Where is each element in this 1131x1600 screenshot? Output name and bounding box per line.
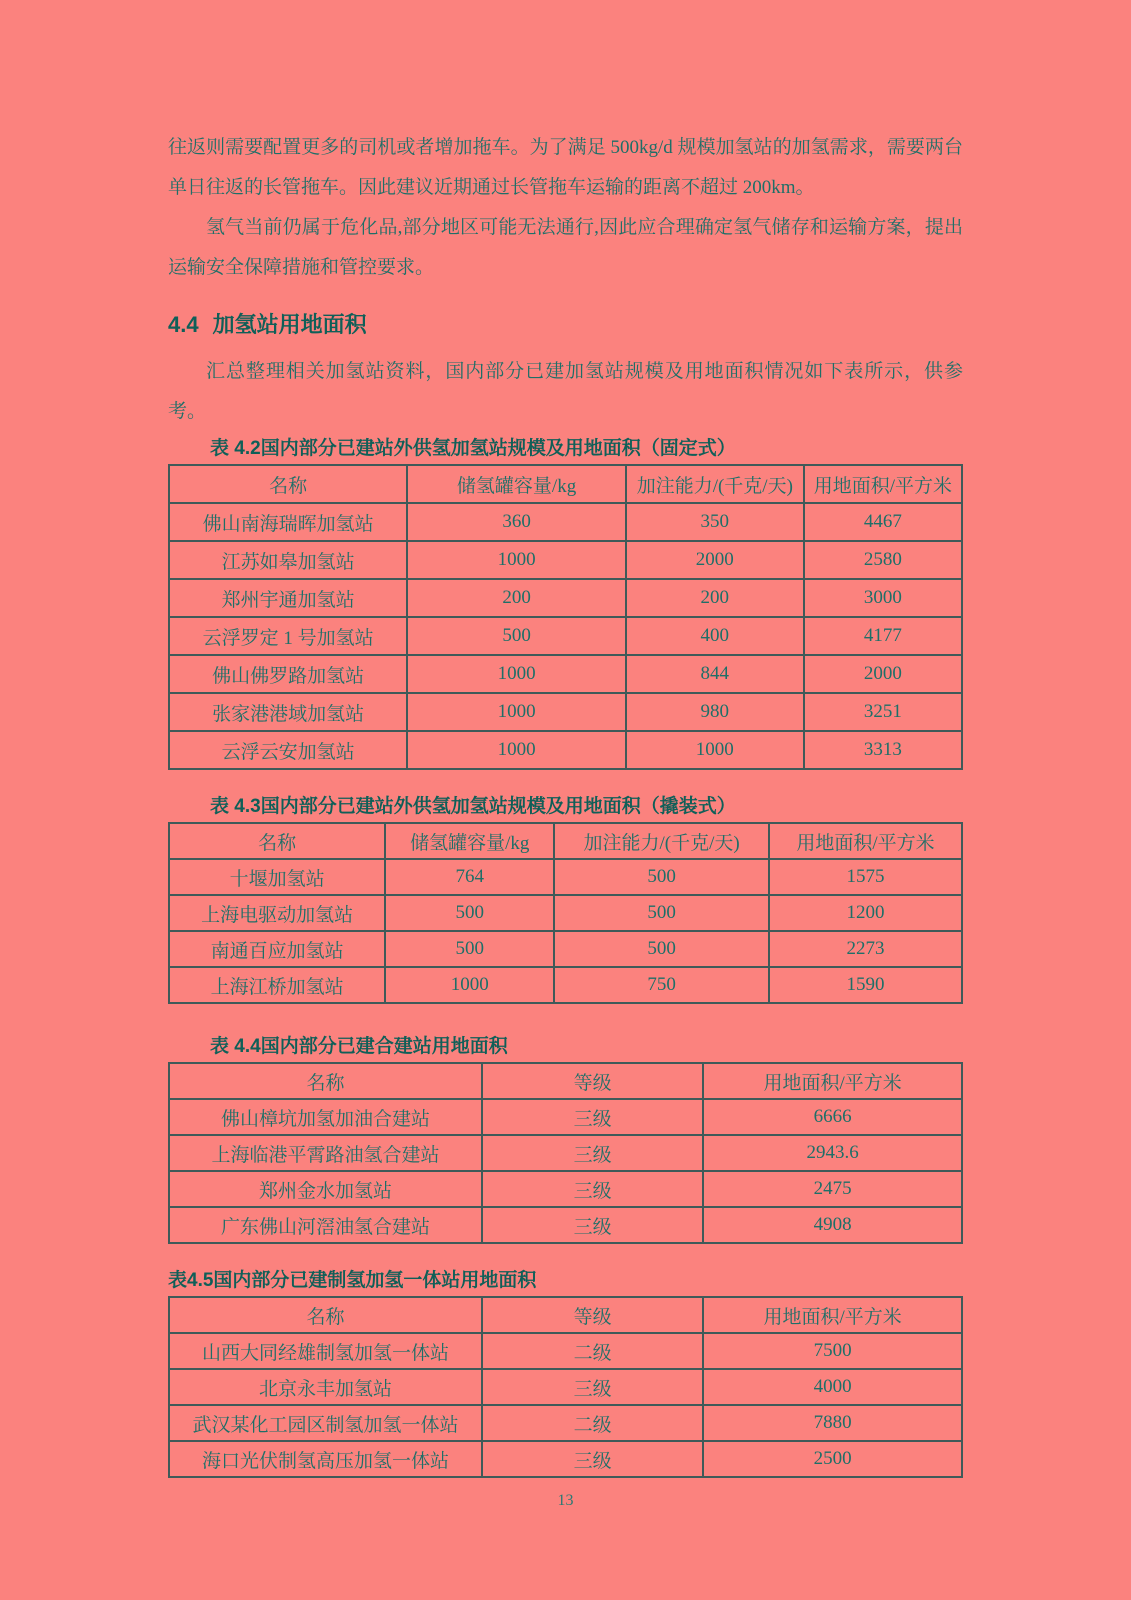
- table-label: 表4.5: [168, 1270, 214, 1291]
- table-cell: 1590: [769, 967, 962, 1003]
- table-cell: 350: [626, 503, 804, 541]
- table-label: 表 4.3: [210, 796, 261, 817]
- table-cell: 3251: [804, 693, 962, 731]
- table-cell: 二级: [482, 1333, 703, 1369]
- table-cell: 三级: [482, 1171, 703, 1207]
- table-cell: 2500: [703, 1441, 962, 1477]
- table-cell: 500: [554, 859, 769, 895]
- table-label: 表 4.2: [210, 438, 261, 459]
- table-cell: 500: [554, 895, 769, 931]
- table-row: [169, 579, 962, 617]
- table-cell: 佛山南海瑞晖加氢站: [169, 503, 407, 541]
- table-cell: 500: [554, 931, 769, 967]
- col-header: 名称: [169, 1297, 482, 1333]
- table-cell: 980: [626, 693, 804, 731]
- table-row: [169, 895, 962, 931]
- table-cell: 武汉某化工园区制氢加氢一体站: [169, 1405, 482, 1441]
- table-caption-4-5: [168, 1268, 963, 1294]
- table-cell: 上海临港平霄路油氢合建站: [169, 1135, 482, 1171]
- table-4-4: [168, 1062, 963, 1244]
- table-4-2: [168, 464, 963, 770]
- table-cell: 上海江桥加氢站: [169, 967, 385, 1003]
- table-cell: 北京永丰加氢站: [169, 1369, 482, 1405]
- table-cell: 广东佛山河滘油氢合建站: [169, 1207, 482, 1243]
- table-title: 国内部分已建站外供氢加氢站规模及用地面积（固定式）: [260, 438, 736, 459]
- table-cell: 764: [385, 859, 554, 895]
- table-cell: 1200: [769, 895, 962, 931]
- col-header: 用地面积/平方米: [703, 1063, 962, 1099]
- col-header: 加注能力/(千克/天): [626, 465, 804, 503]
- table-row: [169, 1405, 962, 1441]
- table-row: [169, 859, 962, 895]
- table-row: [169, 693, 962, 731]
- table-header-row: [169, 465, 962, 503]
- table-cell: 2000: [804, 655, 962, 693]
- table-cell: 上海电驱动加氢站: [169, 895, 385, 931]
- table-cell: 500: [385, 895, 554, 931]
- table-4-3: [168, 822, 963, 1004]
- table-header-row: [169, 1063, 962, 1099]
- table-cell: 三级: [482, 1441, 703, 1477]
- table-caption-4-3: [168, 794, 963, 820]
- table-row: [169, 1333, 962, 1369]
- table-caption-4-4: [168, 1034, 963, 1060]
- table-cell: 500: [385, 931, 554, 967]
- table-cell: 佛山樟坑加氢加油合建站: [169, 1099, 482, 1135]
- col-header: 储氢罐容量/kg: [407, 465, 626, 503]
- table-cell: 4000: [703, 1369, 962, 1405]
- table-cell: 三级: [482, 1135, 703, 1171]
- table-cell: 360: [407, 503, 626, 541]
- table-cell: 1000: [407, 731, 626, 769]
- paragraph-hazmat: 氢气当前仍属于危化品,部分地区可能无法通行,因此应合理确定氢气储存和运输方案，提出运输安全保障措施和管控要求。: [168, 217, 963, 278]
- table-cell: 南通百应加氢站: [169, 931, 385, 967]
- table-cell: 1000: [407, 693, 626, 731]
- table-cell: 7880: [703, 1405, 962, 1441]
- col-header: 加注能力/(千克/天): [554, 823, 769, 859]
- col-header: 用地面积/平方米: [769, 823, 962, 859]
- table-cell: 4177: [804, 617, 962, 655]
- table-cell: 2580: [804, 541, 962, 579]
- table-cell: 3313: [804, 731, 962, 769]
- table-row: [169, 931, 962, 967]
- paragraph-transport: 往返则需要配置更多的司机或者增加拖车。为了满足 500kg/d 规模加氢站的加氢需求，需要两台单日往返的长管拖车。因此建议近期通过长管拖车运输的距离不超过 200km。: [168, 137, 963, 198]
- table-cell: 十堰加氢站: [169, 859, 385, 895]
- table-cell: 云浮罗定 1 号加氢站: [169, 617, 407, 655]
- table-cell: 200: [407, 579, 626, 617]
- section-title: 加氢站用地面积: [212, 312, 367, 337]
- section-heading: [168, 310, 963, 340]
- table-row: [169, 1099, 962, 1135]
- table-cell: 1000: [407, 541, 626, 579]
- col-header: 用地面积/平方米: [703, 1297, 962, 1333]
- table-label: 表 4.4: [210, 1036, 261, 1057]
- col-header: 等级: [482, 1063, 703, 1099]
- table-cell: 郑州金水加氢站: [169, 1171, 482, 1207]
- table-row: [169, 1207, 962, 1243]
- table-row: [169, 967, 962, 1003]
- table-cell: 1000: [626, 731, 804, 769]
- table-cell: 2273: [769, 931, 962, 967]
- col-header: 等级: [482, 1297, 703, 1333]
- table-row: [169, 1135, 962, 1171]
- table-row: [169, 1369, 962, 1405]
- table-cell: 三级: [482, 1207, 703, 1243]
- col-header: 名称: [169, 823, 385, 859]
- table-cell: 张家港港域加氢站: [169, 693, 407, 731]
- table-cell: 三级: [482, 1369, 703, 1405]
- table-cell: 2943.6: [703, 1135, 962, 1171]
- table-cell: 400: [626, 617, 804, 655]
- page-number: 13: [557, 1492, 574, 1509]
- table-4-5: [168, 1296, 963, 1478]
- table-cell: 海口光伏制氢高压加氢一体站: [169, 1441, 482, 1477]
- table-title: 国内部分已建站外供氢加氢站规模及用地面积（撬装式）: [260, 796, 736, 817]
- table-cell: 江苏如皋加氢站: [169, 541, 407, 579]
- col-header: 名称: [169, 1063, 482, 1099]
- table-cell: 三级: [482, 1099, 703, 1135]
- table-cell: 6666: [703, 1099, 962, 1135]
- table-cell: 7500: [703, 1333, 962, 1369]
- table-cell: 郑州宇通加氢站: [169, 579, 407, 617]
- table-cell: 1000: [407, 655, 626, 693]
- table-row: [169, 731, 962, 769]
- table-header-row: [169, 1297, 962, 1333]
- table-header-row: [169, 823, 962, 859]
- table-cell: 2475: [703, 1171, 962, 1207]
- table-title: 国内部分已建合建站用地面积: [260, 1036, 508, 1057]
- table-row: [169, 1441, 962, 1477]
- table-cell: 4467: [804, 503, 962, 541]
- table-cell: 844: [626, 655, 804, 693]
- table-cell: 云浮云安加氢站: [169, 731, 407, 769]
- table-caption-4-2: [168, 436, 963, 462]
- col-header: 名称: [169, 465, 407, 503]
- table-cell: 750: [554, 967, 769, 1003]
- table-row: [169, 541, 962, 579]
- col-header: 储氢罐容量/kg: [385, 823, 554, 859]
- table-title: 国内部分已建制氢加氢一体站用地面积: [213, 1270, 537, 1291]
- table-row: [169, 617, 962, 655]
- table-cell: 二级: [482, 1405, 703, 1441]
- table-cell: 山西大同经雄制氢加氢一体站: [169, 1333, 482, 1369]
- table-cell: 佛山佛罗路加氢站: [169, 655, 407, 693]
- table-row: [169, 1171, 962, 1207]
- table-row: [169, 655, 962, 693]
- table-cell: 200: [626, 579, 804, 617]
- table-cell: 4908: [703, 1207, 962, 1243]
- table-cell: 1575: [769, 859, 962, 895]
- section-number: 4.4: [168, 312, 199, 337]
- paragraph-lead: 汇总整理相关加氢站资料，国内部分已建加氢站规模及用地面积情况如下表所示，供参考。: [168, 361, 963, 422]
- col-header: 用地面积/平方米: [804, 465, 962, 503]
- table-cell: 500: [407, 617, 626, 655]
- table-row: [169, 503, 962, 541]
- table-cell: 1000: [385, 967, 554, 1003]
- table-cell: 2000: [626, 541, 804, 579]
- table-cell: 3000: [804, 579, 962, 617]
